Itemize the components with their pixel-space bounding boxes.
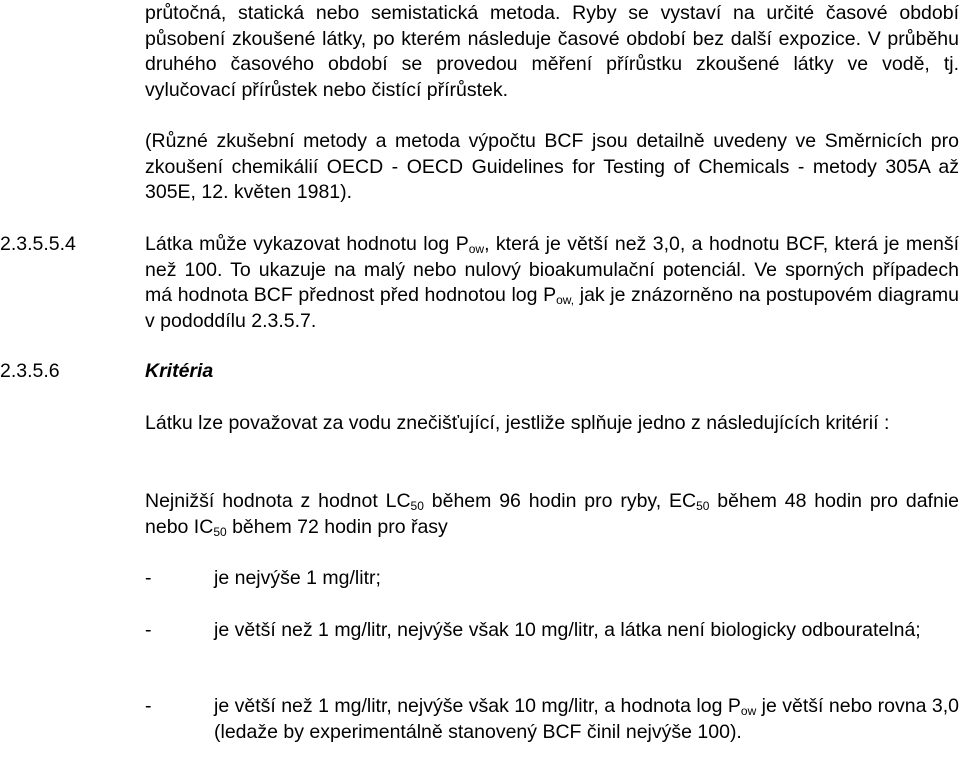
intro-paragraph: průtočná, statická nebo semistatická metoda. Ryby se vystaví na určité časové období působení zkoušené látky, po kterém následuje časové období bez další expozice. V průběhu druhého časového období se provedou měření přírůstku zkoušené látky ve vodě, tj. vylučovací přírůstek nebo čistící přírůstek. bbox=[145, 2, 959, 101]
section-2-3-5-5-4-paragraph bbox=[145, 232, 959, 334]
subscript-50: 50 bbox=[696, 499, 710, 513]
criteria-intro-paragraph: Látku lze považovat za vodu znečišťující, jestliže splňuje jedno z následujících kritérií : bbox=[145, 412, 890, 434]
bullet-item-3-text-a: je větší než 1 mg/litr, nejvýše však 10 mg/litr, a hodnota log P bbox=[214, 695, 741, 717]
subscript-ow: ow, bbox=[556, 293, 575, 307]
lc-text-2: během 96 hodin pro ryby, EC bbox=[423, 490, 697, 512]
section-text-c: jak je znázorněno na postupovém diagramu v pododdílu 2.3.5.7. bbox=[145, 284, 959, 332]
bullet-dash: - bbox=[145, 695, 152, 717]
section-text-b: , která je větší než 3,0, a hodnotu BCF, která je menší než 100. To ukazuje na malý nebo nulový bioakumulační potenciál. Ve sporných případech má hodnota BCF přednost před hodnotou log P bbox=[145, 233, 960, 306]
section-title-kriteria: Kritéria bbox=[145, 360, 214, 382]
bullet-item-2: je větší než 1 mg/litr, nejvýše však 10 mg/litr, a látka není biologicky odbouratelná; bbox=[214, 619, 921, 641]
subscript-50: 50 bbox=[213, 524, 227, 539]
lc-text-1: Nejnižší hodnota z hodnot LC bbox=[145, 490, 411, 512]
subscript-ow: ow bbox=[468, 242, 485, 256]
bullet-dash: - bbox=[145, 567, 152, 589]
note-paragraph: (Různé zkušební metody a metoda výpočtu BCF jsou detailně uvedeny ve Směrnicích pro zkoušení chemikálií OECD - OECD Guidelines for Testing of Chemicals - metody 305A až 305E, 12. květen 1981). bbox=[145, 130, 959, 203]
section-number-2-3-5-5-4: 2.3.5.5.4 bbox=[0, 233, 76, 255]
bullet-item-3 bbox=[214, 694, 959, 745]
subscript-50: 50 bbox=[410, 499, 424, 513]
section-text-a: Látka může vykazovat hodnotu log P bbox=[145, 233, 469, 255]
bullet-item-1: je nejvýše 1 mg/litr; bbox=[214, 567, 381, 589]
bullet-item-3-text-b: je větší nebo rovna 3,0 (ledaže by experimentálně stanovený BCF činil nejvýše 100). bbox=[214, 695, 959, 743]
lc-text-4: během 72 hodin pro řasy bbox=[226, 515, 448, 538]
lc-paragraph bbox=[145, 489, 959, 540]
subscript-ow: ow bbox=[740, 704, 757, 718]
bullet-dash: - bbox=[145, 619, 152, 641]
lc-text-3: během 48 hodin pro dafnie nebo IC bbox=[145, 490, 959, 538]
section-number-2-3-5-6: 2.3.5.6 bbox=[0, 360, 60, 382]
